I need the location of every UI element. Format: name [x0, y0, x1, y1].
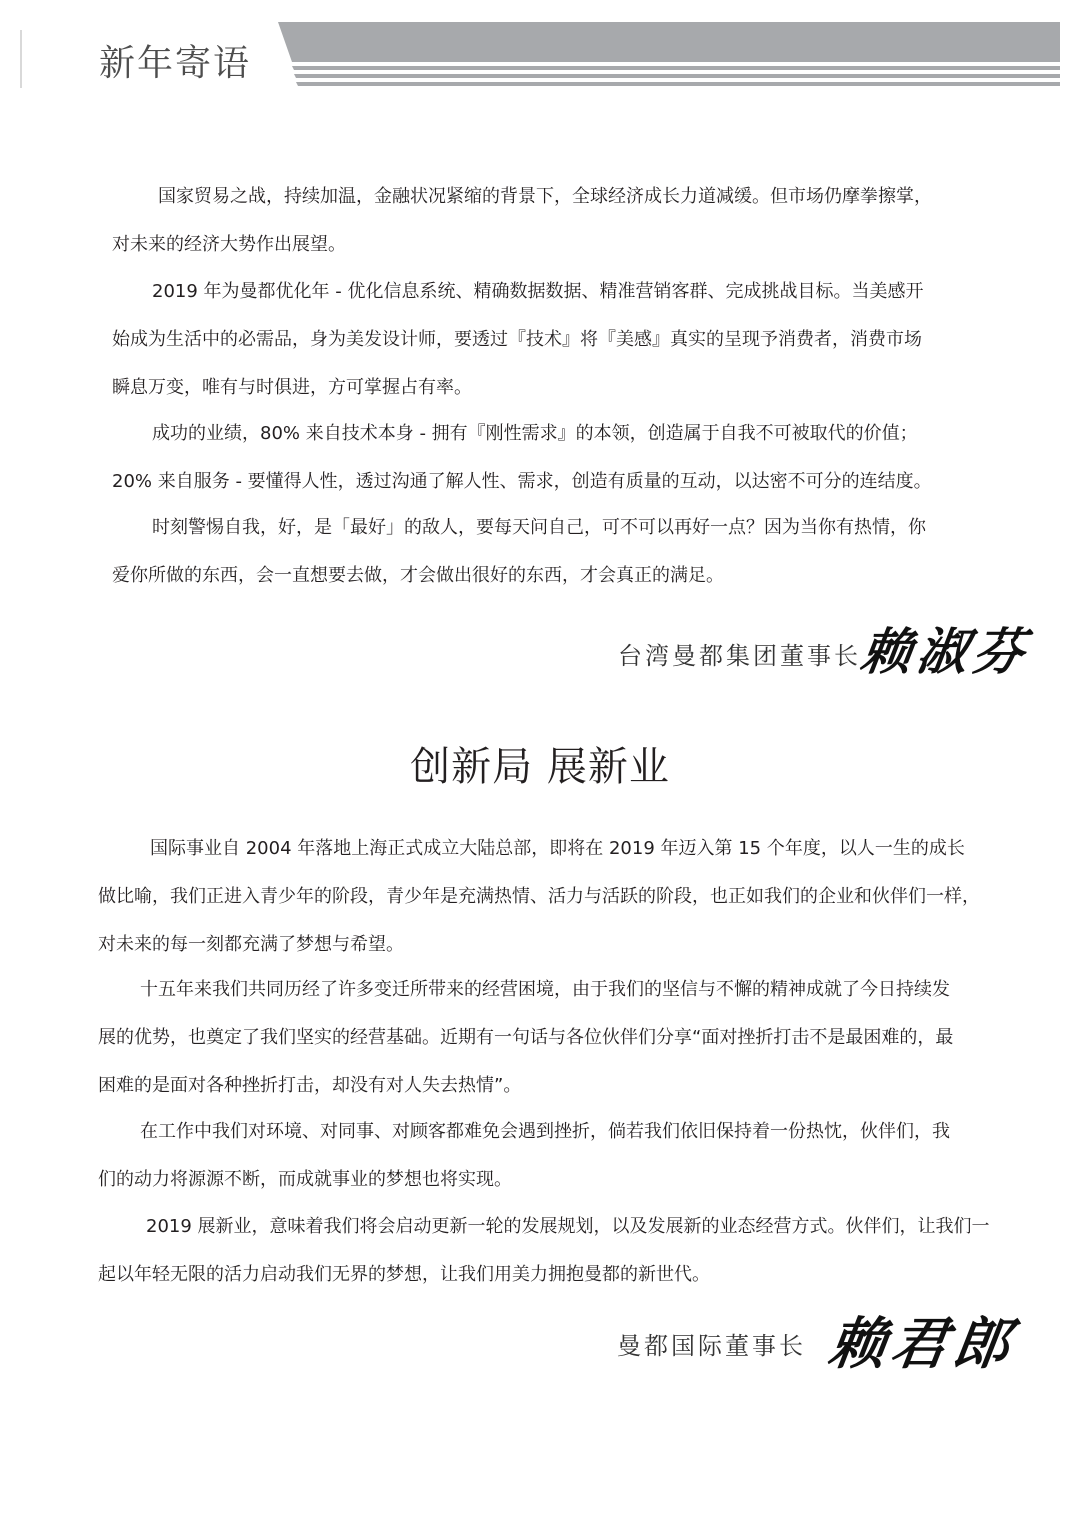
paragraph-line: 困难的是面对各种挫折打击，却没有对人失去热情”。	[98, 1075, 522, 1096]
paragraph-line: 爱你所做的东西，会一直想要去做，才会做出很好的东西，才会真正的满足。	[112, 565, 724, 586]
paragraph-line: 20% 来自服务 - 要懂得人性，透过沟通了解人性、需求，创造有质量的互动，以达密不可分的连结度。	[112, 471, 932, 492]
section-heading: 创新局 展新业	[410, 744, 670, 790]
paragraph-line: 成功的业绩，80% 来自技术本身 - 拥有『刚性需求』的本领，创造属于自我不可被取代的价值；	[152, 423, 918, 444]
paragraph-line: 国际事业自 2004 年落地上海正式成立大陆总部，即将在 2019 年迈入第 15 个年度，以人一生的成长	[150, 838, 965, 859]
paragraph-line: 展的优势，也奠定了我们坚实的经营基础。近期有一句话与各位伙伴们分享“面对挫折打击不是最困难的，最	[98, 1027, 954, 1048]
header-left-rule	[20, 30, 22, 88]
paragraph-line: 时刻警惕自我，好，是「最好」的敌人，要每天问自己，可不可以再好一点？因为当你有热情，你	[152, 517, 926, 538]
paragraph-line: 对未来的每一刻都充满了梦想与希望。	[98, 934, 404, 955]
signature-name: 赖淑芬	[857, 622, 1034, 681]
paragraph-line: 十五年来我们共同历经了许多变迁所带来的经营困境，由于我们的坚信与不懈的精神成就了今日持续发	[140, 979, 950, 1000]
signature-name: 赖君郎	[824, 1311, 1021, 1377]
paragraph-line: 做比喻，我们正进入青少年的阶段，青少年是充满热情、活力与活跃的阶段，也正如我们的企业和伙伴们一样，	[98, 886, 980, 907]
page-header	[0, 0, 1080, 110]
paragraph-line: 在工作中我们对环境、对同事、对顾客都难免会遇到挫折，倘若我们依旧保持着一份热忱，伙伴们，我	[140, 1121, 950, 1142]
paragraph-line: 始成为生活中的必需品，身为美发设计师，要透过『技术』将『美感』真实的呈现予消费者，消费市场	[112, 329, 922, 350]
paragraph-line: 起以年轻无限的活力启动我们无界的梦想，让我们用美力拥抱曼都的新世代。	[98, 1264, 710, 1285]
signature-title: 曼都国际董事长	[617, 1332, 806, 1360]
header-decorative-band	[270, 22, 1060, 88]
paragraph-line: 国家贸易之战，持续加温，金融状况紧缩的背景下，全球经济成长力道减缓。但市场仍摩拳擦掌，	[158, 186, 932, 207]
paragraph-line: 们的动力将源源不断，而成就事业的梦想也将实现。	[98, 1169, 512, 1190]
paragraph-line: 2019 展新业，意味着我们将会启动更新一轮的发展规划，以及发展新的业态经营方式。伙伴们，让我们一	[146, 1216, 990, 1237]
paragraph-line: 2019 年为曼都优化年 - 优化信息系统、精确数据数据、精准营销客群、完成挑战目标。当美感开	[152, 281, 924, 302]
signature-title: 台湾曼都集团董事长	[618, 642, 861, 670]
paragraph-line: 瞬息万变，唯有与时俱进，方可掌握占有率。	[112, 377, 472, 398]
page-title: 新年寄语	[99, 43, 252, 84]
paragraph-line: 对未来的经济大势作出展望。	[112, 234, 346, 255]
